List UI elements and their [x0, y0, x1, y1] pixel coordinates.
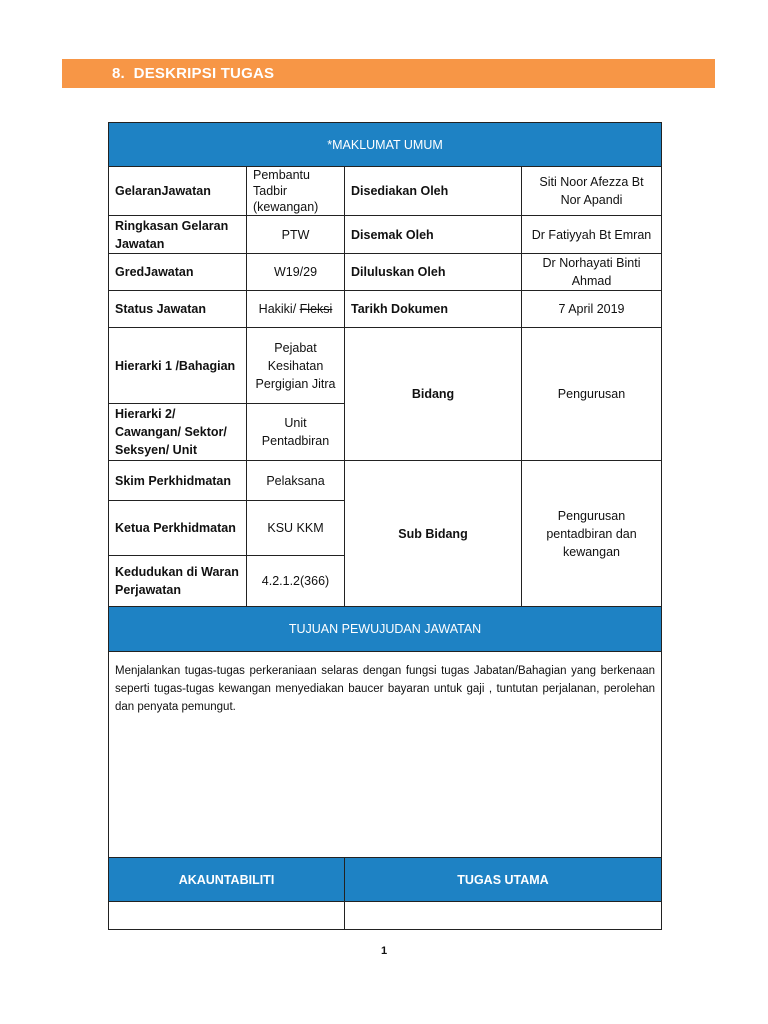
status-fleksi-struck: Fleksi — [299, 302, 333, 316]
purpose-row — [109, 652, 662, 858]
sub-field-value: Pengurusan pentadbiran dan kewangan — [522, 461, 662, 607]
job-abbrev-value: PTW — [247, 216, 345, 254]
main-tasks-cell — [345, 902, 662, 930]
reviewed-by-value: Dr Fatiyyah Bt Emran — [522, 216, 662, 254]
hierarchy-2-label: Hierarki 2/ Cawangan/ Sektor/ Seksyen/ Unit — [109, 404, 247, 461]
job-title-value: Pembantu Tadbir (kewangan) — [247, 167, 345, 216]
duties-row — [109, 902, 662, 930]
purpose-header-row — [109, 607, 662, 652]
field-value: Pengurusan — [522, 328, 662, 461]
table-row — [109, 461, 662, 501]
hierarchy-1-label: Hierarki 1 /Bahagian — [109, 328, 247, 404]
page-number: 1 — [380, 945, 388, 957]
reviewed-by-label: Disemak Oleh — [345, 216, 522, 254]
section-title: 8. DESKRIPSI TUGAS — [112, 65, 275, 82]
general-info-header-row — [109, 123, 662, 167]
grade-label: GredJawatan — [109, 254, 247, 291]
hierarchy-2-value: Unit Pentadbiran — [247, 404, 345, 461]
status-hakiki: Hakiki/ — [258, 302, 300, 316]
grade-value: W19/29 — [247, 254, 345, 291]
accountability-header: AKAUNTABILITI — [109, 858, 345, 902]
duties-header-row — [109, 858, 662, 902]
general-info-header: *MAKLUMAT UMUM — [109, 123, 662, 167]
approved-by-value: Dr Norhayati Binti Ahmad — [522, 254, 662, 291]
field-label: Bidang — [345, 328, 522, 461]
prepared-by-value: Siti Noor Afezza Bt Nor Apandi — [522, 167, 662, 216]
job-status-value — [247, 291, 345, 328]
document-date-value: 7 April 2019 — [522, 291, 662, 328]
sub-field-label: Sub Bidang — [345, 461, 522, 607]
table-row — [109, 216, 662, 254]
table-row — [109, 291, 662, 328]
job-description-table — [108, 122, 662, 930]
document-date-label: Tarikh Dokumen — [345, 291, 522, 328]
service-head-label: Ketua Perkhidmatan — [109, 501, 247, 556]
table-row — [109, 254, 662, 291]
purpose-header: TUJUAN PEWUJUDAN JAWATAN — [109, 607, 662, 652]
prepared-by-label: Disediakan Oleh — [345, 167, 522, 216]
warrant-position-label: Kedudukan di Waran Perjawatan — [109, 556, 247, 607]
job-abbrev-label: Ringkasan Gelaran Jawatan — [109, 216, 247, 254]
job-title-label: GelaranJawatan — [109, 167, 247, 216]
hierarchy-1-value: Pejabat Kesihatan Pergigian Jitra — [247, 328, 345, 404]
table-row — [109, 167, 662, 216]
warrant-position-value: 4.2.1.2(366) — [247, 556, 345, 607]
service-head-value: KSU KKM — [247, 501, 345, 556]
main-tasks-header: TUGAS UTAMA — [345, 858, 662, 902]
service-scheme-label: Skim Perkhidmatan — [109, 461, 247, 501]
table-row — [109, 328, 662, 404]
accountability-cell — [109, 902, 345, 930]
approved-by-label: Diluluskan Oleh — [345, 254, 522, 291]
purpose-text: Menjalankan tugas-tugas perkeraniaan selaras dengan fungsi tugas Jabatan/Bahagian yang berkenaan seperti tugas-tugas kewangan menyediakan baucer bayaran untuk gaji , tuntutan perjalanan, perolehan dan penyata pemungut. — [109, 652, 662, 858]
section-header — [62, 59, 715, 88]
job-status-label: Status Jawatan — [109, 291, 247, 328]
service-scheme-value: Pelaksana — [247, 461, 345, 501]
